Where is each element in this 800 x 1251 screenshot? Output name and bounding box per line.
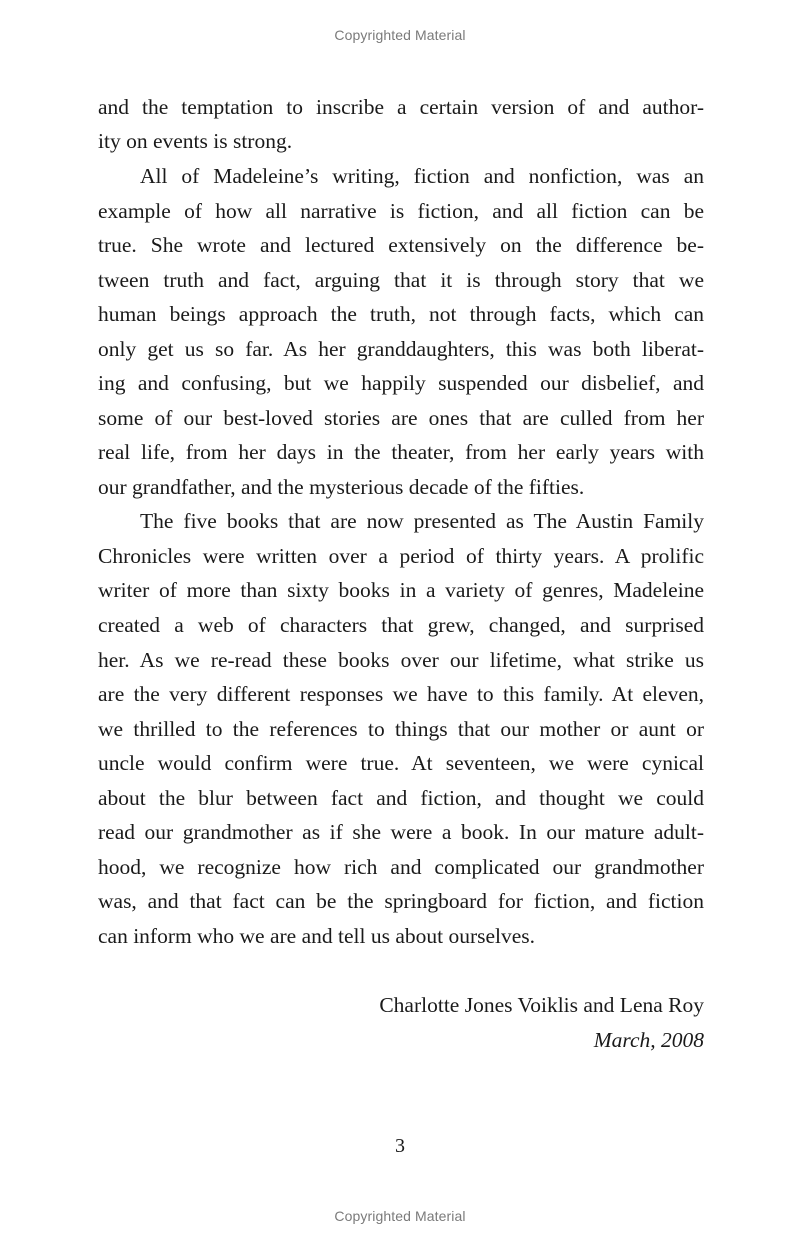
text-line: writer of more than sixty books in a variety of genres, Madeleine	[98, 578, 704, 602]
text-line: ing and confusing, but we happily suspended our disbelief, and	[98, 371, 704, 395]
page-number: 3	[395, 1135, 405, 1157]
paragraph-first-line: The five books that are now presented as The Austin Family	[140, 509, 704, 533]
text-line: hood, we recognize how rich and complicated our grandmother	[98, 855, 704, 879]
text-line: ity on events is strong.	[98, 129, 293, 153]
text-line: can inform who we are and tell us about ourselves.	[98, 924, 536, 948]
copyright-watermark-top: Copyrighted Material	[334, 27, 466, 43]
text-line: some of our best-loved stories are ones that are culled from her	[98, 406, 704, 430]
text-line: only get us so far. As her granddaughters, this was both liberat-	[98, 337, 704, 361]
text-line: are the very different responses we have to this family. At eleven,	[98, 682, 704, 706]
text-line: tween truth and fact, arguing that it is through story that we	[98, 268, 704, 292]
text-line: real life, from her days in the theater, from her early years with	[98, 440, 704, 464]
text-line: about the blur between fact and fiction, and thought we could	[98, 786, 704, 810]
signature-date: March, 2008	[593, 1028, 704, 1052]
text-line: Chronicles were written over a period of thirty years. A prolific	[98, 544, 704, 568]
text-line: human beings approach the truth, not through facts, which can	[98, 302, 704, 326]
text-line: created a web of characters that grew, changed, and surprised	[98, 613, 704, 637]
paragraph-first-line: All of Madeleine’s writing, fiction and nonfiction, was an	[140, 164, 704, 188]
text-line: example of how all narrative is fiction, and all fiction can be	[98, 199, 704, 223]
text-line: uncle would confirm were true. At seventeen, we were cynical	[98, 751, 704, 775]
text-line: our grandfather, and the mysterious decade of the fifties.	[98, 475, 585, 499]
text-line: true. She wrote and lectured extensively on the difference be-	[98, 233, 704, 257]
signature-authors: Charlotte Jones Voiklis and Lena Roy	[379, 993, 704, 1017]
text-line: was, and that fact can be the springboard for fiction, and fiction	[98, 889, 704, 913]
text-line: read our grandmother as if she were a book. In our mature adult-	[98, 820, 704, 844]
text-line: we thrilled to the references to things that our mother or aunt or	[98, 717, 704, 741]
text-line: and the temptation to inscribe a certain version of and author-	[98, 95, 704, 119]
copyright-watermark-bottom: Copyrighted Material	[334, 1208, 466, 1224]
text-line: her. As we re-read these books over our lifetime, what strike us	[98, 648, 704, 672]
